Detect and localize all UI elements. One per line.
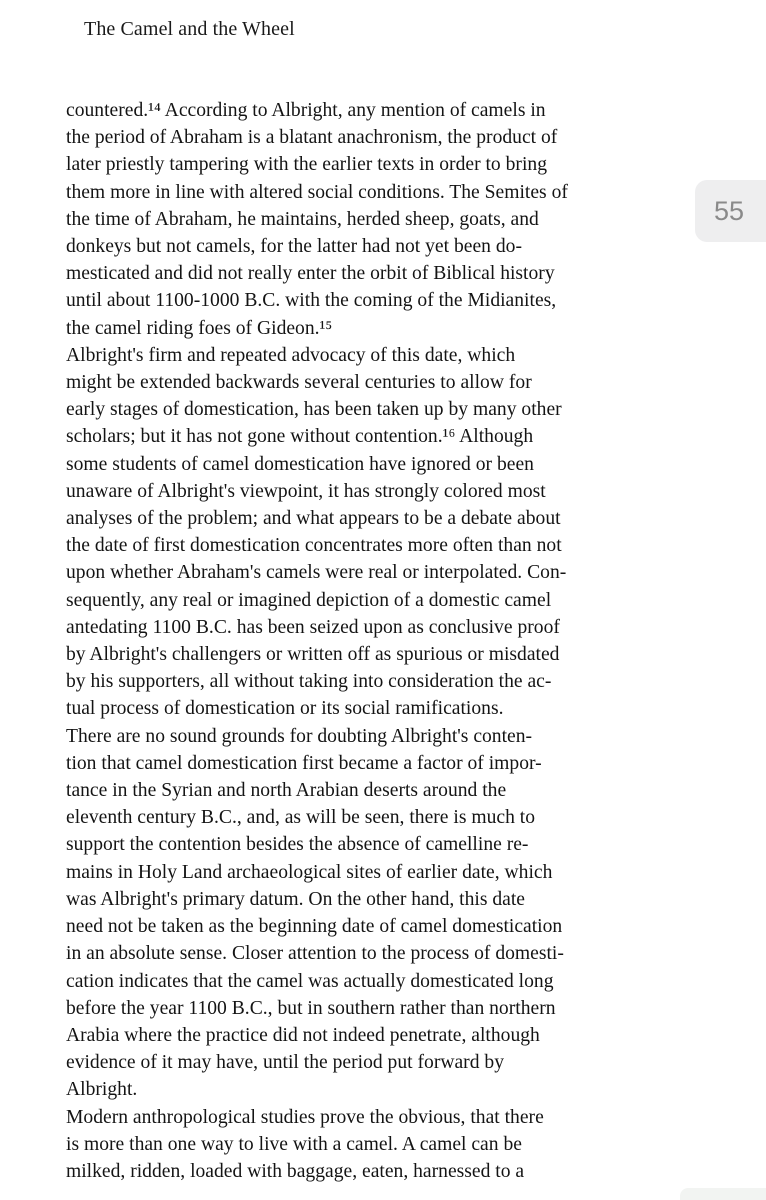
text-line: by Albright's challengers or written off as spurious or misdated [66,644,560,666]
text-line: the camel riding foes of Gideon.¹⁵ [66,317,333,339]
page-number: 55 [714,195,745,226]
text-line: is more than one way to live with a camel. A camel can be [66,1133,522,1155]
text-line: support the contention besides the absence of camelline re- [66,834,529,856]
text-line: scholars; but it has not gone without contention.¹⁶ Although [66,426,534,448]
text-line: evidence of it may have, until the period put forward by [66,1052,504,1074]
text-line: tion that camel domestication first became a factor of impor- [66,752,542,774]
text-line: Arabia where the practice did not indeed penetrate, although [66,1024,540,1046]
text-line: early stages of domestication, has been taken up by many other [66,399,562,421]
text-line: some students of camel domestication have ignored or been [66,453,534,475]
text-line: countered.¹⁴ According to Albright, any mention of camels in [66,100,546,121]
text-line: might be extended backwards several centuries to allow for [66,372,532,394]
text-line: mains in Holy Land archaeological sites of earlier date, which [66,861,553,883]
text-line: later priestly tampering with the earlier texts in order to bring [66,154,547,176]
page-number-badge [695,180,766,242]
text-line: unaware of Albright's viewpoint, it has strongly colored most [66,480,546,502]
text-line: analyses of the problem; and what appears to be a debate about [66,508,561,530]
text-line: by his supporters, all without taking into consideration the ac- [66,671,552,693]
text-line: the time of Abraham, he maintains, herded sheep, goats, and [66,208,539,230]
text-line: antedating 1100 B.C. has been seized upon as conclusive proof [66,616,560,638]
text-line: tual process of domestication or its social ramifications. [66,698,504,720]
text-line: sequently, any real or imagined depiction of a domestic camel [66,589,552,611]
text-line: until about 1100-1000 B.C. with the coming of the Midianites, [66,290,557,312]
corner-tab [680,1188,766,1200]
text-line: donkeys but not camels, for the latter had not yet been do- [66,236,522,258]
text-line: tance in the Syrian and north Arabian deserts around the [66,780,507,802]
text-line: cation indicates that the camel was actually domesticated long [66,970,554,992]
text-line: There are no sound grounds for doubting Albright's conten- [66,725,533,747]
text-line: upon whether Abraham's camels were real or interpolated. Con- [66,562,567,584]
text-line: eleventh century B.C., and, as will be seen, there is much to [66,807,536,829]
running-head-title: The Camel and the Wheel [84,18,295,40]
text-line: the period of Abraham is a blatant anachronism, the product of [66,127,558,149]
text-line: Albright's firm and repeated advocacy of this date, which [66,344,516,366]
text-line: Modern anthropological studies prove the obvious, that there [66,1106,544,1128]
text-line: milked, ridden, loaded with baggage, eaten, harnessed to a [66,1160,525,1182]
text-line: was Albright's primary datum. On the other hand, this date [66,888,525,910]
text-line: in an absolute sense. Closer attention to the process of domesti- [66,943,564,965]
text-line: them more in line with altered social conditions. The Semites of [66,181,568,203]
text-line: Albright. [66,1079,138,1101]
text-line: the date of first domestication concentrates more often than not [66,535,562,557]
text-line: before the year 1100 B.C., but in southern rather than northern [66,997,556,1019]
body-text [66,97,686,1185]
text-line: mesticated and did not really enter the orbit of Biblical history [66,263,555,285]
text-line: need not be taken as the beginning date of camel domestication [66,916,563,938]
